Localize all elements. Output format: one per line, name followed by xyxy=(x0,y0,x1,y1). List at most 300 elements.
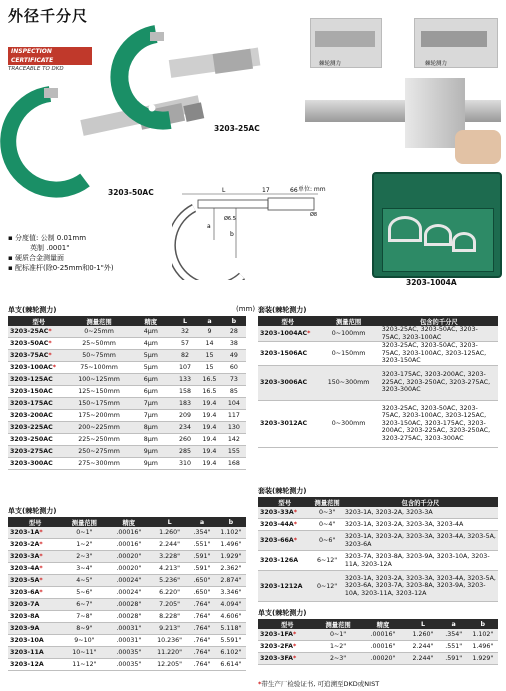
table-row xyxy=(8,659,246,671)
range-cell: 1~2" xyxy=(317,641,360,653)
acc-cell: .00016" xyxy=(107,527,152,539)
table-row xyxy=(8,551,246,563)
b-cell: 4.094" xyxy=(216,599,246,611)
range-cell: 225~250mm xyxy=(70,434,129,446)
acc-cell: .00028" xyxy=(107,599,152,611)
incl-cell: 3203-1A, 3203-2A, 3203-3A, 3203-4A, 3203-5A, 3203-6A xyxy=(343,531,498,551)
range-cell: 6~7" xyxy=(62,599,106,611)
L-cell: 107 xyxy=(173,362,197,374)
range-cell: 9~10" xyxy=(62,635,106,647)
model-cell: 3203-3006AC xyxy=(258,365,317,400)
b-cell: 6.102" xyxy=(216,647,246,659)
L-cell: 3.228" xyxy=(151,551,188,563)
table-row xyxy=(258,365,498,400)
model-cell: 3203-44A* xyxy=(258,519,311,531)
range-cell: 8~9" xyxy=(62,623,106,635)
column-header: 型号 xyxy=(258,497,311,507)
b-cell: 142 xyxy=(222,434,246,446)
column-header: b xyxy=(468,619,498,629)
a-cell: 16.5 xyxy=(197,386,222,398)
acc-cell: 4μm xyxy=(129,338,173,350)
model-cell: 3203-1212A xyxy=(258,571,311,602)
model-cell: 3203-6A* xyxy=(8,587,62,599)
table-row xyxy=(8,398,246,410)
dim-b: b xyxy=(230,231,234,238)
model-cell: 3203-8A xyxy=(8,611,62,623)
acc-cell: 9μm xyxy=(129,458,173,470)
table-row xyxy=(8,647,246,659)
label-3203-25ac: 3203-25AC xyxy=(214,124,260,133)
a-cell: 9 xyxy=(197,326,222,338)
L-cell: 4.213" xyxy=(151,563,188,575)
b-cell: 49 xyxy=(222,350,246,362)
table-row xyxy=(258,342,498,366)
range-cell: 6~12" xyxy=(311,551,342,571)
table-inch-single xyxy=(8,517,246,671)
range-cell: 5~6" xyxy=(62,587,106,599)
model-cell: 3203-175AC xyxy=(8,398,70,410)
table-row xyxy=(8,575,246,587)
model-cell: 3203-126A xyxy=(258,551,311,571)
table-header-row xyxy=(8,517,246,527)
L-cell: 32 xyxy=(173,326,197,338)
section-inch-set: 套装(棘轮测力) xyxy=(258,487,307,495)
model-cell: 3203-9A xyxy=(8,623,62,635)
range-cell: 1~2" xyxy=(62,539,106,551)
acc-cell: .00028" xyxy=(107,611,152,623)
star-mark: * xyxy=(307,330,311,337)
model-cell: 3203-3FA* xyxy=(258,653,317,665)
model-cell: 3203-1506AC xyxy=(258,342,317,366)
column-header: b xyxy=(222,316,246,326)
L-cell: 8.228" xyxy=(151,611,188,623)
a-cell: .354" xyxy=(188,527,216,539)
L-cell: 12.205" xyxy=(151,659,188,671)
acc-cell: 5μm xyxy=(129,350,173,362)
b-cell: 104 xyxy=(222,398,246,410)
table-row xyxy=(8,362,246,374)
star-mark: * xyxy=(292,631,297,638)
label-3203-50ac: 3203-50AC xyxy=(108,188,154,197)
dim-o65: Ø6.5 xyxy=(224,216,236,222)
b-cell: 5.118" xyxy=(216,623,246,635)
b-cell: 73 xyxy=(222,374,246,386)
table-row xyxy=(8,410,246,422)
acc-cell: .00016" xyxy=(360,641,407,653)
b-cell: 3.346" xyxy=(216,587,246,599)
a-cell: .764" xyxy=(188,623,216,635)
a-cell: .764" xyxy=(188,611,216,623)
star-mark: * xyxy=(293,521,298,528)
L-cell: 209 xyxy=(173,410,197,422)
a-cell: 14 xyxy=(197,338,222,350)
table-row xyxy=(8,539,246,551)
table-row xyxy=(258,629,498,641)
b-cell: 130 xyxy=(222,422,246,434)
table-row xyxy=(8,623,246,635)
table-row xyxy=(8,374,246,386)
a-cell: .650" xyxy=(188,587,216,599)
dim-L: L xyxy=(222,187,226,194)
column-header: a xyxy=(197,316,222,326)
b-cell: 117 xyxy=(222,410,246,422)
spec-item: ▪ 分度值: 公制 0.01mm xyxy=(8,234,87,242)
incl-cell: 3203-1A, 3203-2A, 3203-3A, 3203-4A, 3203-5A, 3203-6A, 3203-7A, 3203-8A, 3203-9A, 3203-10A, 3203-11A, 3203-12A xyxy=(343,571,498,602)
table-header-row xyxy=(8,316,246,326)
a-cell: 19.4 xyxy=(197,458,222,470)
range-cell: 4~5" xyxy=(62,575,106,587)
L-cell: 2.244" xyxy=(406,653,439,665)
dim-o8: Ø8 xyxy=(310,212,318,218)
acc-cell: 6μm xyxy=(129,386,173,398)
L-cell: 7.205" xyxy=(151,599,188,611)
acc-cell: 7μm xyxy=(129,398,173,410)
model-cell: 3203-3A* xyxy=(8,551,62,563)
acc-cell: .00020" xyxy=(107,563,152,575)
range-cell: 0~1" xyxy=(317,629,360,641)
table-row xyxy=(258,519,498,531)
L-cell: 133 xyxy=(173,374,197,386)
a-cell: .764" xyxy=(188,659,216,671)
range-cell: 0~1" xyxy=(62,527,106,539)
b-cell: 2.874" xyxy=(216,575,246,587)
model-cell: 3203-300AC xyxy=(8,458,70,470)
table-row xyxy=(8,611,246,623)
range-cell: 150~300mm xyxy=(317,365,379,400)
star-mark: * xyxy=(39,565,43,572)
L-cell: 1.260" xyxy=(406,629,439,641)
dim-a: a xyxy=(207,223,211,230)
a-cell: .591" xyxy=(188,551,216,563)
b-cell: 1.496" xyxy=(216,539,246,551)
star-mark: * xyxy=(48,352,52,359)
table-row xyxy=(258,507,498,519)
model-cell: 3203-50AC* xyxy=(8,338,70,350)
L-cell: 6.220" xyxy=(151,587,188,599)
range-cell: 275~300mm xyxy=(70,458,129,470)
a-cell: .354" xyxy=(440,629,468,641)
acc-cell: .00024" xyxy=(107,575,152,587)
a-cell: 15 xyxy=(197,362,222,374)
table-row xyxy=(8,434,246,446)
a-cell: 19.4 xyxy=(197,434,222,446)
model-cell: 3203-11A xyxy=(8,647,62,659)
a-cell: .551" xyxy=(188,539,216,551)
a-cell: .764" xyxy=(188,635,216,647)
star-mark: * xyxy=(293,509,298,516)
range-cell: 0~6" xyxy=(311,531,342,551)
inspection-line2: CERTIFICATE xyxy=(8,56,92,65)
a-cell: 19.4 xyxy=(197,410,222,422)
range-cell: 175~200mm xyxy=(70,410,129,422)
inset-label-2: 棘轮测力 xyxy=(425,61,448,67)
model-cell: 3203-150AC xyxy=(8,386,70,398)
model-cell: 3203-75AC* xyxy=(8,350,70,362)
L-cell: 82 xyxy=(173,350,197,362)
model-cell: 3203-66A* xyxy=(258,531,311,551)
L-cell: 2.244" xyxy=(406,641,439,653)
range-cell: 125~150mm xyxy=(70,386,129,398)
L-cell: 10.236" xyxy=(151,635,188,647)
range-cell: 100~125mm xyxy=(70,374,129,386)
table-row xyxy=(8,599,246,611)
star-mark: * xyxy=(48,328,52,335)
b-cell: 1.102" xyxy=(468,629,498,641)
acc-cell: 5μm xyxy=(129,362,173,374)
a-cell: 15 xyxy=(197,350,222,362)
b-cell: 1.929" xyxy=(468,653,498,665)
L-cell: 5.236" xyxy=(151,575,188,587)
star-mark: * xyxy=(39,577,43,584)
range-cell: 11~12" xyxy=(62,659,106,671)
column-header: 测量范围 xyxy=(70,316,129,326)
table-metric-set xyxy=(258,316,498,448)
model-cell: 3203-2A* xyxy=(8,539,62,551)
table-row xyxy=(258,641,498,653)
a-cell: .591" xyxy=(440,653,468,665)
table-row xyxy=(258,531,498,551)
incl-cell: 3203-1A, 3203-2A, 3203-3A, 3203-4A xyxy=(343,519,498,531)
b-cell: 6.614" xyxy=(216,659,246,671)
range-cell: 50~75mm xyxy=(70,350,129,362)
spec-item: ▪ 硬质合金测量面 xyxy=(8,254,64,262)
b-cell: 1.929" xyxy=(216,551,246,563)
range-cell: 0~300mm xyxy=(317,400,379,447)
table-inch-set xyxy=(258,497,498,602)
star-mark: * xyxy=(48,340,52,347)
a-cell: 19.4 xyxy=(197,398,222,410)
acc-cell: .00035" xyxy=(107,659,152,671)
range-cell: 0~25mm xyxy=(70,326,129,338)
L-cell: 57 xyxy=(173,338,197,350)
incl-cell: 3203-7A, 3203-8A, 3203-9A, 3203-10A, 3203-11A, 3203-12A xyxy=(343,551,498,571)
table-row xyxy=(8,635,246,647)
model-cell: 3203-100AC* xyxy=(8,362,70,374)
model-cell: 3203-1FA* xyxy=(258,629,317,641)
range-cell: 0~4" xyxy=(311,519,342,531)
range-cell: 10~11" xyxy=(62,647,106,659)
label-3203-1004a: 3203-1004A xyxy=(406,278,457,287)
table-row xyxy=(258,326,498,342)
section-metric-set: 套装(棘轮测力) xyxy=(258,306,307,314)
b-cell: 168 xyxy=(222,458,246,470)
column-header: 包含的千分尺 xyxy=(380,316,498,326)
a-cell: 16.5 xyxy=(197,374,222,386)
model-cell: 3203-2FA* xyxy=(258,641,317,653)
range-cell: 2~3" xyxy=(317,653,360,665)
model-cell: 3203-33A* xyxy=(258,507,311,519)
range-cell: 250~275mm xyxy=(70,446,129,458)
acc-cell: .00016" xyxy=(360,629,407,641)
model-cell: 3203-1A* xyxy=(8,527,62,539)
inset-photo-ratchet-1 xyxy=(310,18,382,68)
model-cell: 3203-25AC* xyxy=(8,326,70,338)
model-cell: 3203-10A xyxy=(8,635,62,647)
b-cell: 5.591" xyxy=(216,635,246,647)
acc-cell: .00031" xyxy=(107,635,152,647)
column-header: L xyxy=(406,619,439,629)
micrometer-detail-photo xyxy=(305,70,501,165)
acc-cell: 8μm xyxy=(129,434,173,446)
section-inch-single-2: 单支(棘轮测力) xyxy=(258,609,307,617)
acc-cell: 4μm xyxy=(129,326,173,338)
model-cell: 3203-4A* xyxy=(8,563,62,575)
b-cell: 38 xyxy=(222,338,246,350)
inspection-traceable: TRACEABLE TO DKD xyxy=(8,66,64,72)
model-cell: 3203-1004AC* xyxy=(258,326,317,342)
acc-cell: .00031" xyxy=(107,623,152,635)
star-mark: * xyxy=(292,643,297,650)
incl-cell: 3203-175AC, 3203-200AC, 3203-225AC, 3203-250AC, 3203-275AC, 3203-300AC xyxy=(380,365,498,400)
table-row xyxy=(258,653,498,665)
table-row xyxy=(258,551,498,571)
L-cell: 310 xyxy=(173,458,197,470)
L-cell: 234 xyxy=(173,422,197,434)
L-cell: 158 xyxy=(173,386,197,398)
range-cell: 200~225mm xyxy=(70,422,129,434)
acc-cell: 6μm xyxy=(129,374,173,386)
table-row xyxy=(8,527,246,539)
model-cell: 3203-200AC xyxy=(8,410,70,422)
spec-item: 英制 .0001" xyxy=(30,244,70,252)
model-cell: 3203-5A* xyxy=(8,575,62,587)
range-cell: 2~3" xyxy=(62,551,106,563)
a-cell: 19.4 xyxy=(197,422,222,434)
star-mark: * xyxy=(39,541,43,548)
star-mark: * xyxy=(293,537,298,544)
column-header: 型号 xyxy=(8,316,70,326)
page-title: 外径千分尺 xyxy=(8,7,89,25)
incl-cell: 3203-25AC, 3203-50AC, 3203-75AC, 3203-100AC xyxy=(380,326,498,342)
b-cell: 1.102" xyxy=(216,527,246,539)
acc-cell: 8μm xyxy=(129,422,173,434)
a-cell: .764" xyxy=(188,599,216,611)
column-header: 测量范围 xyxy=(62,517,106,527)
b-cell: 2.362" xyxy=(216,563,246,575)
L-cell: 285 xyxy=(173,446,197,458)
a-cell: .551" xyxy=(440,641,468,653)
b-cell: 60 xyxy=(222,362,246,374)
column-header: L xyxy=(151,517,188,527)
model-cell: 3203-275AC xyxy=(8,446,70,458)
table-inch-single-2 xyxy=(258,619,498,665)
spec-list xyxy=(8,233,114,273)
incl-cell: 3203-1A, 3203-2A, 3203-3A xyxy=(343,507,498,519)
table-header-row xyxy=(258,497,498,507)
b-cell: 28 xyxy=(222,326,246,338)
model-cell: 3203-250AC xyxy=(8,434,70,446)
acc-cell: .00020" xyxy=(360,653,407,665)
inset-photo-ratchet-2 xyxy=(414,18,498,68)
star-mark: * xyxy=(292,655,297,662)
range-cell: 25~50mm xyxy=(70,338,129,350)
model-cell: 3203-225AC xyxy=(8,422,70,434)
table-row xyxy=(8,338,246,350)
a-cell: .650" xyxy=(188,575,216,587)
table-row xyxy=(8,446,246,458)
incl-cell: 3203-25AC, 3203-50AC, 3203-75AC, 3203-100AC, 3203-125AC, 3203-150AC xyxy=(380,342,498,366)
column-header: L xyxy=(173,316,197,326)
star-mark: * xyxy=(39,553,43,560)
star-mark: * xyxy=(39,529,43,536)
L-cell: 260 xyxy=(173,434,197,446)
dim-66: 66 xyxy=(290,187,298,194)
a-cell: .591" xyxy=(188,563,216,575)
acc-cell: .00016" xyxy=(107,539,152,551)
range-cell: 3~4" xyxy=(62,563,106,575)
b-cell: 4.606" xyxy=(216,611,246,623)
inspection-line1: INSPECTION xyxy=(8,47,92,56)
section-inch-single: 单支(棘轮测力) xyxy=(8,507,57,515)
incl-cell: 3203-25AC, 3203-50AC, 3203-75AC, 3203-100AC, 3203-125AC, 3203-150AC, 3203-175AC, 3203-200AC, 3203-225AC, 3203-250AC, 3203-275AC, 3203-300AC xyxy=(380,400,498,447)
column-header: 测量范围 xyxy=(317,316,379,326)
table-metric-single xyxy=(8,316,246,470)
table-row xyxy=(8,563,246,575)
column-header: 型号 xyxy=(258,316,317,326)
acc-cell: 7μm xyxy=(129,410,173,422)
acc-cell: 9μm xyxy=(129,446,173,458)
column-header: a xyxy=(440,619,468,629)
column-header: 精度 xyxy=(107,517,152,527)
a-cell: 19.4 xyxy=(197,446,222,458)
footnote: *带生产厂检验证书, 可追溯至DKD或NIST xyxy=(258,680,380,688)
table-row xyxy=(8,350,246,362)
unit-mm: (mm) xyxy=(236,305,256,313)
table-header-row xyxy=(258,316,498,326)
acc-cell: .00024" xyxy=(107,587,152,599)
column-header: 型号 xyxy=(8,517,62,527)
L-cell: 2.244" xyxy=(151,539,188,551)
table-header-row xyxy=(258,619,498,629)
drawing-unit: 单位: mm xyxy=(298,186,326,193)
column-header: b xyxy=(216,517,246,527)
column-header: a xyxy=(188,517,216,527)
model-cell: 3203-12A xyxy=(8,659,62,671)
table-row xyxy=(258,571,498,602)
column-header: 精度 xyxy=(360,619,407,629)
star-mark: * xyxy=(52,364,57,371)
micrometer-small-illustration xyxy=(8,88,204,190)
column-header: 测量范围 xyxy=(317,619,360,629)
L-cell: 183 xyxy=(173,398,197,410)
model-cell: 3203-125AC xyxy=(8,374,70,386)
b-cell: 155 xyxy=(222,446,246,458)
L-cell: 1.260" xyxy=(151,527,188,539)
range-cell: 0~150mm xyxy=(317,342,379,366)
L-cell: 9.213" xyxy=(151,623,188,635)
a-cell: .764" xyxy=(188,647,216,659)
range-cell: 7~8" xyxy=(62,611,106,623)
dimension-drawing xyxy=(172,180,318,280)
range-cell: 0~12" xyxy=(311,571,342,602)
acc-cell: .00020" xyxy=(107,551,152,563)
range-cell: 0~100mm xyxy=(317,326,379,342)
micrometer-photo xyxy=(0,20,262,200)
inset-label-1: 棘轮测力 xyxy=(319,61,342,67)
table-row xyxy=(8,587,246,599)
b-cell: 1.496" xyxy=(468,641,498,653)
column-header: 型号 xyxy=(258,619,317,629)
star-mark: * xyxy=(39,589,43,596)
spec-item: ▪ 配标准杆(除0-25mm和0-1"外) xyxy=(8,264,114,272)
section-metric-single: 单支(棘轮测力) xyxy=(8,306,57,314)
range-cell: 150~175mm xyxy=(70,398,129,410)
L-cell: 11.220" xyxy=(151,647,188,659)
table-row xyxy=(8,458,246,470)
range-cell: 75~100mm xyxy=(70,362,129,374)
b-cell: 85 xyxy=(222,386,246,398)
table-row xyxy=(8,326,246,338)
